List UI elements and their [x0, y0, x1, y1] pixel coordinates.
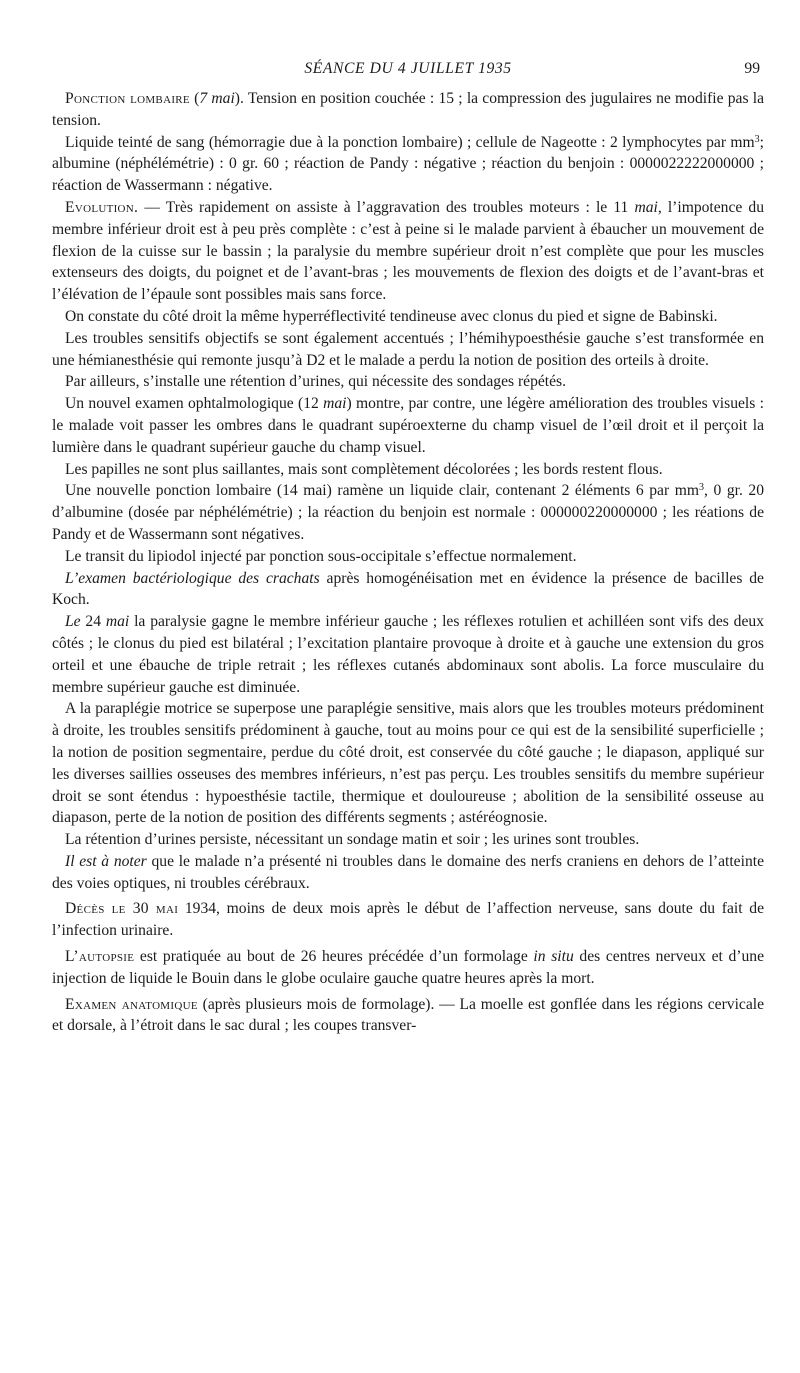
emphasis-text: Il est à noter — [65, 852, 147, 870]
text-run: Les troubles sensitifs objectifs se sont également accentués ; l’hémihypoesthésie gauche s’est transformée en une hémianesthésie qui remonte jusqu’à D2 et le malade a perdu la notion de position des orteils à droite. — [52, 329, 764, 369]
paragraph — [52, 393, 764, 458]
body-text — [52, 88, 764, 1037]
running-header — [52, 58, 764, 88]
text-run: que le malade n’a présenté ni troubles dans le domaine des nerfs craniens en dehors de l’atteinte des voies optiques, ni troubles cérébraux. — [52, 852, 764, 892]
text-run: ( — [189, 90, 200, 107]
text-run: Le transit du lipiodol injecté par ponction sous-occipitale s’effectue normalement. — [65, 547, 577, 565]
section-heading: Ponction lombaire — [65, 90, 190, 107]
section-heading: L’autopsie — [65, 948, 135, 966]
paragraph — [52, 328, 764, 372]
text-run: la paralysie gagne le membre inférieur gauche ; les réflexes rotulien et achilléen sont vifs des deux côtés ; le clonus du pied est bilatéral ; l’excitation plantaire provoque à droite et à gauche une extension du gros orteil et une ébauche de triple retrait ; les réflexes cutanés abdominaux sont abolis. La force musculaire du membre supérieur gauche est diminuée. — [52, 613, 764, 696]
emphasis-text: mai, — [634, 198, 662, 216]
text-run: 1934, moins de deux mois après le début de l’affection nerveuse, sans doute du fait de l’infection urinaire. — [52, 900, 764, 940]
section-heading: Décès le 30 mai — [65, 900, 179, 918]
text-run: La rétention d’urines persiste, nécessitant un sondage matin et soir ; les urines sont troubles. — [65, 831, 640, 849]
document-page — [52, 58, 764, 1037]
text-run: (après plusieurs mois de formolage). — La moelle est gonflée dans les régions cervicale et dorsale, à l’étroit dans le sac dural ; les coupes transver- — [52, 995, 765, 1035]
text-run: On constate du côté droit la même hyperréflectivité tendineuse avec clonus du pied et signe de Babinski. — [65, 307, 718, 325]
text-run: l’impotence du membre inférieur droit est à peu près complète : c’est à peine si le malade parvient à ébaucher un mouvement de flexion de la cuisse sur le bassin ; la paralysie du membre supérieur droit n’est complète que pour les muscles extenseurs des doigts, du poignet et de l’avant-bras ; les mouvements de flexion des doigts et de l’avant-bras et l’élévation de l’épaule sont possibles mais sans force. — [52, 198, 764, 304]
paragraph — [52, 546, 764, 568]
text-run: Une nouvelle ponction lombaire (14 mai) ramène un liquide clair, contenant 2 éléments 6 par mm — [65, 482, 699, 500]
text-run: Par ailleurs, s’installe une rétention d’urines, qui nécessite des sondages répétés. — [65, 373, 567, 391]
paragraph — [52, 829, 764, 851]
emphasis-text: mai — [323, 395, 347, 413]
emphasis-text: L’examen bactériologique des crachats — [65, 569, 320, 587]
paragraph — [52, 197, 764, 306]
text-run: ) montre, par contre, une légère amélioration des troubles visuels : le malade voit passer les ombres dans le quadrant supéroexterne du champ visuel de l’œil droit et il perçoit la lumière dans le quadrant supérieur gauche du champ visuel. — [52, 395, 764, 456]
text-run: des centres nerveux et d’une injection de liquide le Bouin dans le globe oculaire gauche quatre heures après la mort. — [52, 948, 764, 987]
paragraph — [52, 568, 764, 612]
text-run: A la paraplégie motrice se superpose une paraplégie sensitive, mais alors que les troubles moteurs prédominent à droite, les troubles sensitifs prédominent à gauche, tout au moins pour ce qui est de la sensibilité superficielle ; la notion de position segmentaire, perdue du côté droit, est conservée du côté gauche ; le diapason, appliqué sur les diverses saillies osseuses des membres inférieurs, n’est pas perçu. Les troubles sensitifs du membre supérieur droit se sont étendus : hypoesthésie tactile, thermique et douloureuse ; abolition de la sensibilité osseuse au diapason, perte de la notion de position des différents segments ; astéréognosie. — [52, 700, 764, 827]
text-run: — Très rapidement on assiste à l’aggravation des troubles moteurs : le 11 — [138, 198, 635, 216]
paragraph — [52, 898, 764, 942]
paragraph — [52, 480, 764, 545]
text-run: est pratiquée au bout de 26 heures précédée d’un formolage — [134, 948, 534, 966]
emphasis-text: mai — [105, 613, 130, 631]
text-run: après homogénéisation met en évidence la présence de bacilles de Koch. — [52, 569, 764, 609]
superscript: 3 — [754, 133, 760, 145]
paragraph — [52, 132, 764, 197]
text-run: 24 — [80, 613, 106, 631]
text-run: Les papilles ne sont plus saillantes, mais sont complètement décolorées ; les bords restent flous. — [65, 460, 663, 478]
emphasis-text: Le — [65, 613, 81, 631]
paragraph — [52, 88, 764, 132]
paragraph — [52, 946, 764, 990]
text-run: ; albumine (néphélémétrie) : 0 gr. 60 ; réaction de Pandy : négative ; réaction du benjoin : 0000022222000000 ; réaction de Wassermann : négative. — [52, 133, 764, 195]
text-run: , 0 gr. 20 d’albumine (dosée par néphélémétrie) ; la réaction du benjoin est normale : 000000220000000 ; les réations de Pandy et de Wassermann sont négatives. — [52, 482, 764, 543]
paragraph — [52, 851, 764, 895]
page-number: 99 — [744, 60, 760, 77]
paragraph — [52, 306, 764, 328]
text-run: Un nouvel examen ophtalmologique (12 — [65, 395, 324, 413]
paragraph — [52, 994, 764, 1038]
paragraph — [52, 611, 764, 698]
text-run: Liquide teinté de sang (hémorragie due à la ponction lombaire) ; cellule de Nageotte : 2 lymphocytes par mm — [65, 133, 755, 151]
section-heading: Evolution. — [65, 198, 139, 216]
paragraph — [52, 459, 764, 481]
superscript: 3 — [699, 482, 704, 494]
section-heading: Examen anatomique — [65, 995, 198, 1013]
session-title: SÉANCE DU 4 JUILLET 1935 — [304, 60, 512, 77]
paragraph — [52, 371, 764, 393]
paragraph — [52, 698, 764, 829]
emphasis-text: 7 mai — [199, 90, 235, 107]
emphasis-text: in situ — [533, 948, 574, 966]
text-run: ). Tension en position couchée : 15 ; la compression des jugulaires ne modifie pas la tension. — [52, 90, 765, 129]
